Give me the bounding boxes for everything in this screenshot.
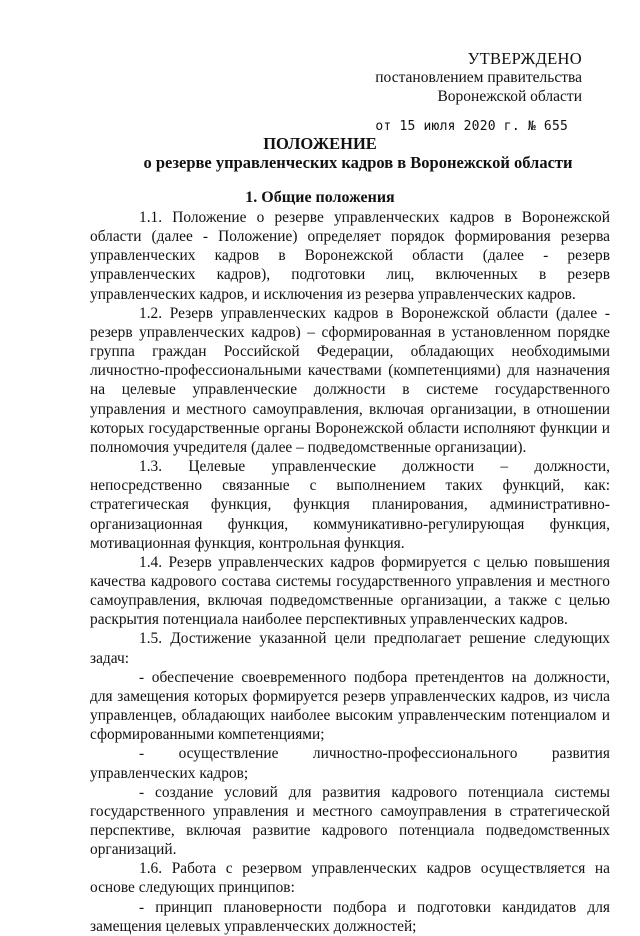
approval-date: от 15 июля 2020 г. № 655 xyxy=(375,119,568,134)
section-heading: 1. Общие положения xyxy=(245,189,395,206)
paragraph-1-4: 1.4. Резерв управленческих кадров формируется с целью повышения качества кадрового состава системы государственного управления и местного самоуправления, включая подведомственные организации, а также с целью раскрытия потенциала наиболее перспективных управленческих кадров. xyxy=(90,553,610,629)
principle-item-1: - принцип плановерности подбора и подготовки кандидатов для замещения целевых управленческих должностей; xyxy=(90,898,610,935)
task-item-3: - создание условий для развития кадрового потенциала системы государственного управления и местного самоуправления в стратегической перспективе, включая развитие кадрового потенциала подведомственных организаций. xyxy=(90,783,610,859)
approval-line-2: Воронежской области xyxy=(437,88,582,105)
task-item-2: - осуществление личностно-профессионального развития управленческих кадров; xyxy=(90,745,610,782)
paragraph-1-5: 1.5. Достижение указанной цели предполагает решение следующих задач: xyxy=(90,630,610,667)
paragraph-1-1: 1.1. Положение о резерве управленческих кадров в Воронежской области (далее - Положение) определяет порядок формирования резерва управленческих кадров в Воронежской области (далее - резерв управленческих кадров), подготовки лиц, включенных в резерв управленческих кадров, и исключения из резерва управленческих кадров. xyxy=(90,209,610,303)
document-subtitle: о резерве управленческих кадров в Воронежской области xyxy=(143,153,573,172)
document-body xyxy=(90,208,610,936)
approval-stamp: УТВЕРЖДЕНО xyxy=(467,49,582,68)
approval-line-1: постановлением правительства xyxy=(375,69,582,86)
paragraph-1-2: 1.2. Резерв управленческих кадров в Воронежской области (далее - резерв управленческих кадров) – сформированная в установленном порядке группа граждан Российской Федерации, обладающих необходимыми личностно-профессиональными качествами (компетенциями) для назначения на целевые управленческие должности в системе государственного управления и местного самоуправления, включая организации, в отношении которых государственные органы Воронежской области исполняют функции и полномочия учредителя (далее – подведомственные организации). xyxy=(90,304,610,456)
paragraph-1-6: 1.6. Работа с резервом управленческих кадров осуществляется на основе следующих принципов: xyxy=(90,860,610,897)
paragraph-1-3: 1.3. Целевые управленческие должности – должности, непосредственно связанные с выполнением таких функций, как: стратегическая функция, функция планирования, административно-организационная функция, коммуникативно-регулирующая функция, мотивационная функция, контрольная функция. xyxy=(90,458,610,552)
document-title: ПОЛОЖЕНИЕ xyxy=(263,134,377,153)
task-item-1: - обеспечение своевременного подбора претендентов на должности, для замещения которых формируется резерв управленческих кадров, из числа управленцев, обладающих наиболее высоким управленческим потенциалом и сформированными компетенциями; xyxy=(90,668,610,744)
approval-block xyxy=(375,49,582,136)
